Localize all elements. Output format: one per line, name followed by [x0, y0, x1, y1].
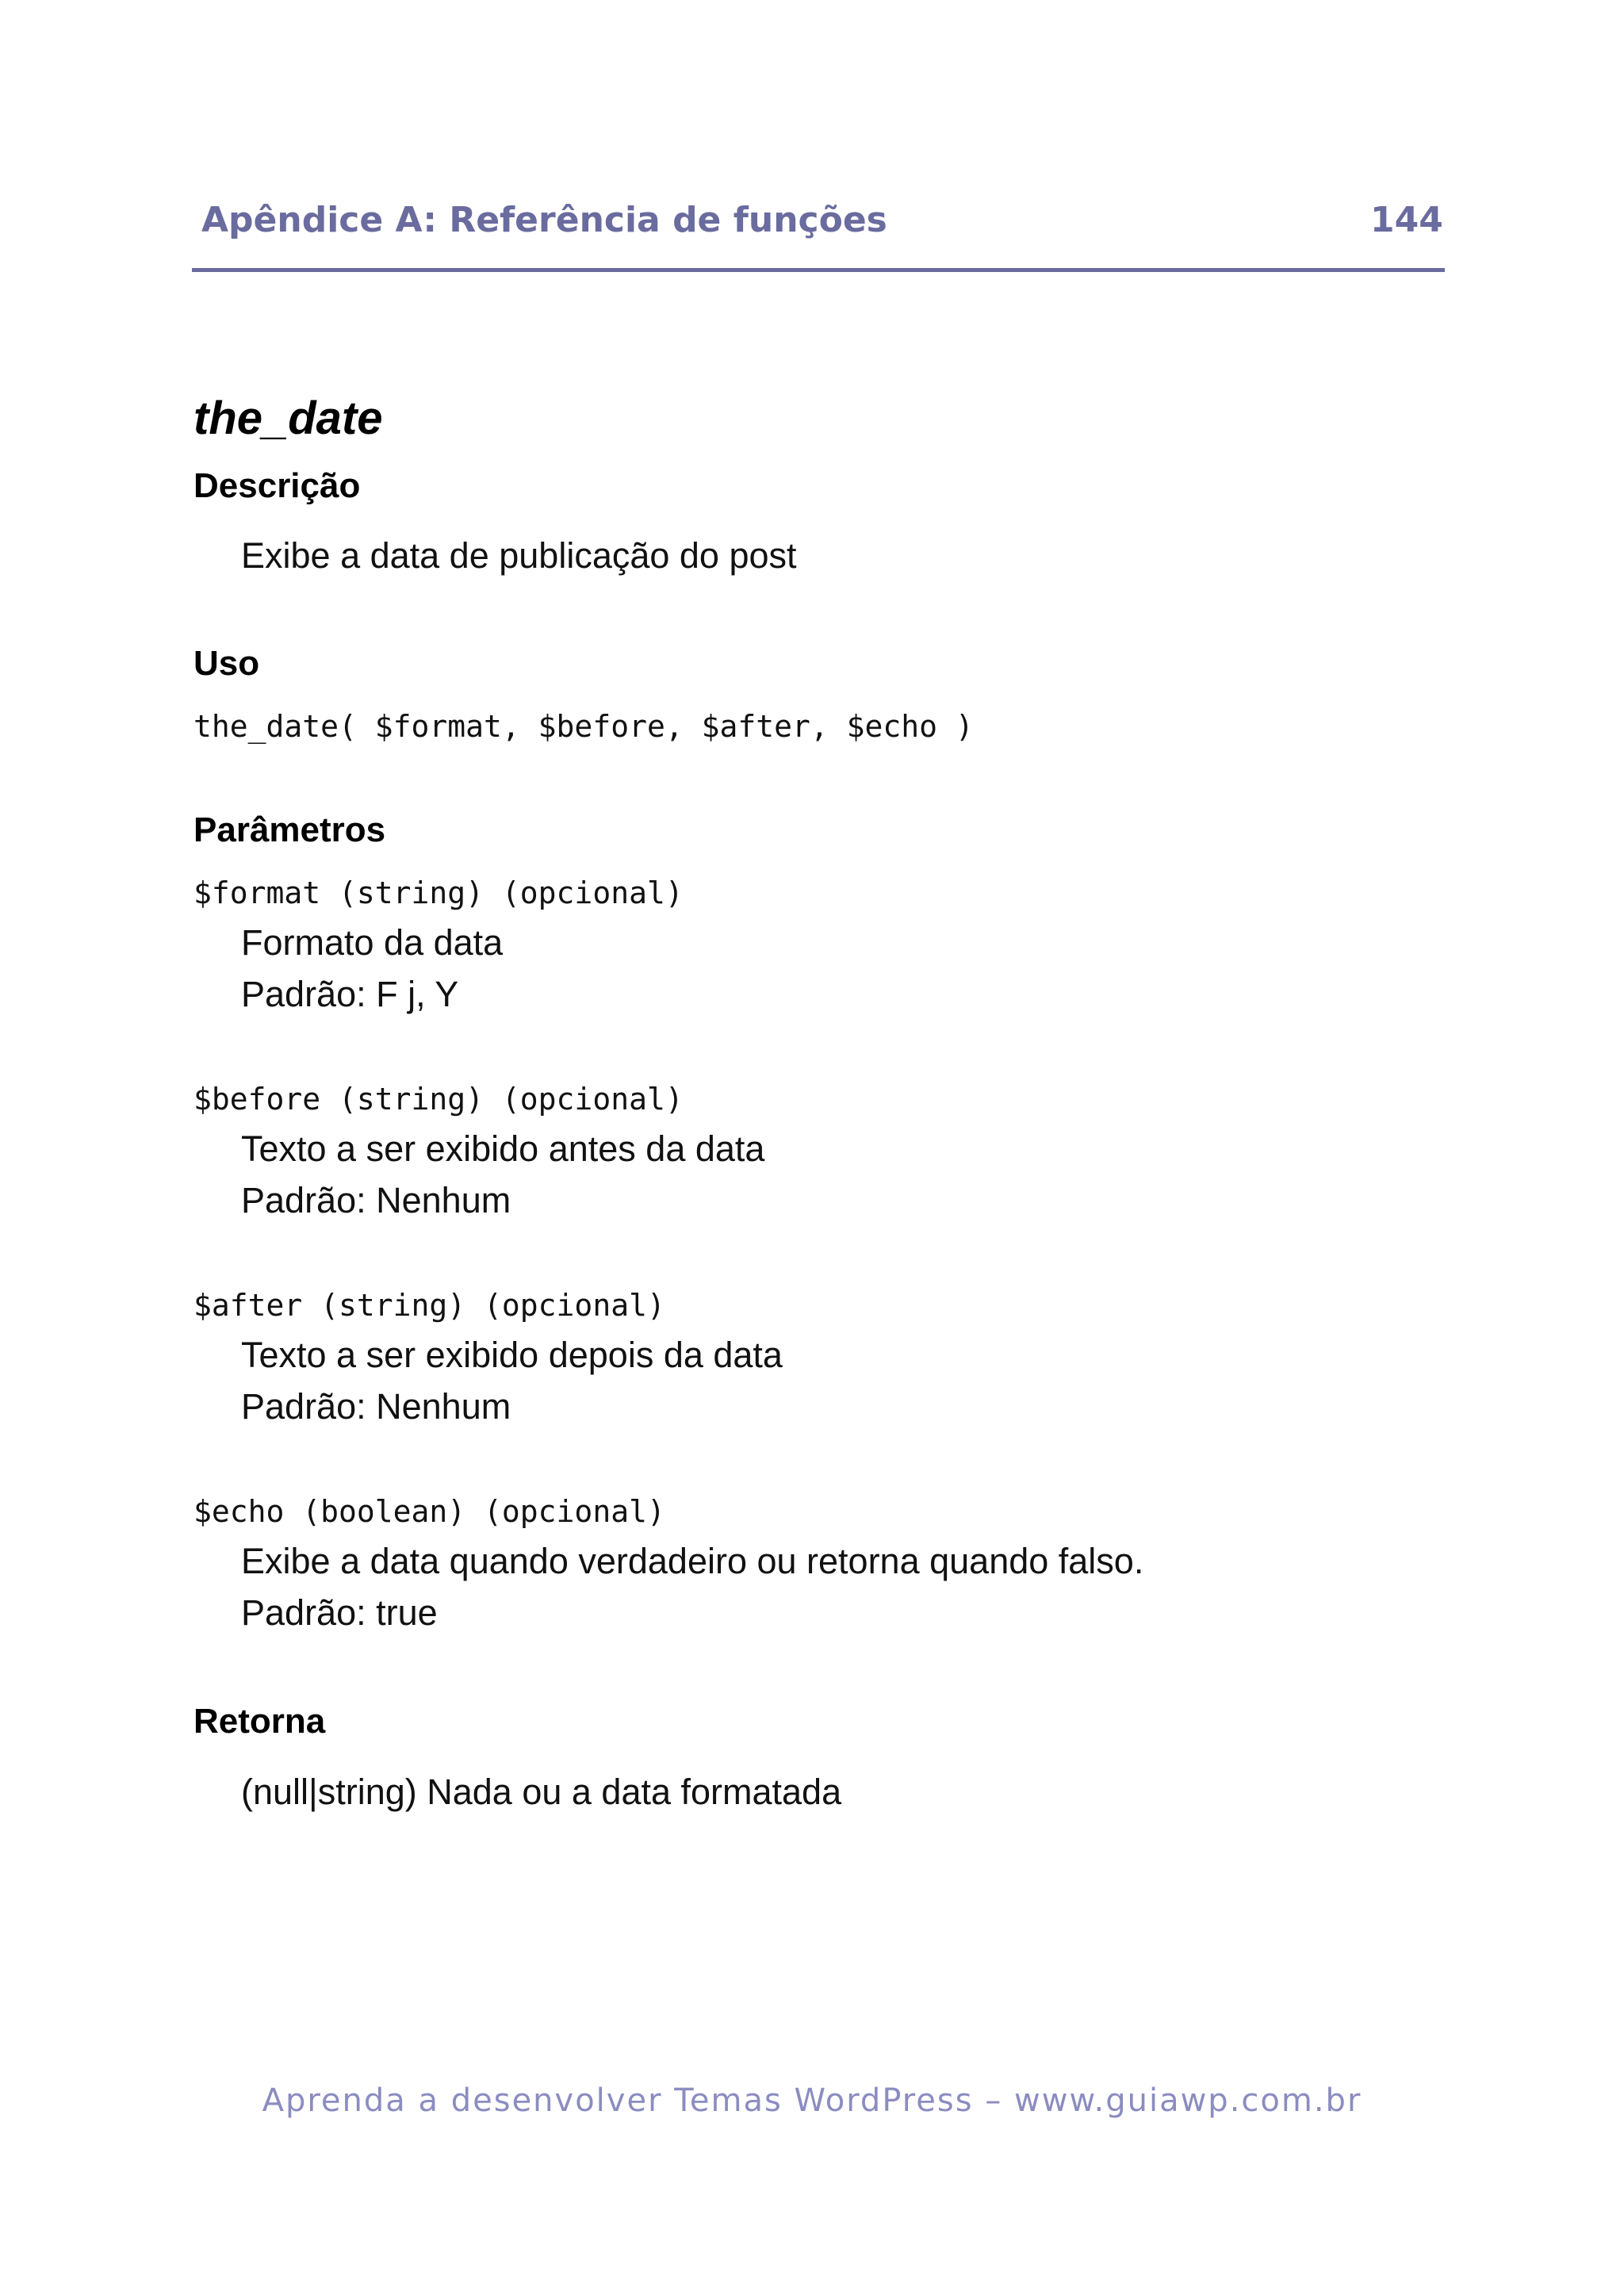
parameter-description: Exibe a data quando verdadeiro ou retorna quando falso. — [241, 1541, 1144, 1581]
header-divider — [192, 268, 1445, 272]
returns-text: (null|string) Nada ou a data formatada — [241, 1772, 842, 1812]
parameters-heading: Parâmetros — [193, 810, 386, 849]
parameter-default: Padrão: true — [241, 1592, 438, 1633]
page-footer: Aprenda a desenvolver Temas WordPress – www.guiawp.com.br — [262, 2082, 1362, 2119]
parameter-signature: $before (string) (opcional) — [193, 1082, 684, 1117]
parameter-signature: $format (string) (opcional) — [193, 875, 684, 910]
parameter-signature: $echo (boolean) (opcional) — [193, 1494, 665, 1529]
description-heading: Descrição — [193, 466, 361, 505]
description-text: Exibe a data de publicação do post — [241, 535, 797, 576]
parameter-default: Padrão: F j, Y — [241, 974, 459, 1014]
parameter-signature: $after (string) (opcional) — [193, 1288, 665, 1323]
function-name-heading: the_date — [193, 393, 383, 444]
parameter-description: Texto a ser exibido antes da data — [241, 1128, 765, 1169]
parameter-default: Padrão: Nenhum — [241, 1180, 511, 1220]
usage-code: the_date( $format, $before, $after, $echo ) — [193, 709, 974, 744]
running-header-title: Apêndice A: Referência de funções — [201, 200, 887, 240]
page-number: 144 — [1370, 200, 1443, 240]
parameter-default: Padrão: Nenhum — [241, 1386, 511, 1427]
returns-heading: Retorna — [193, 1702, 326, 1741]
usage-heading: Uso — [193, 644, 260, 683]
parameter-description: Texto a ser exibido depois da data — [241, 1335, 783, 1375]
parameter-description: Formato da data — [241, 922, 504, 963]
